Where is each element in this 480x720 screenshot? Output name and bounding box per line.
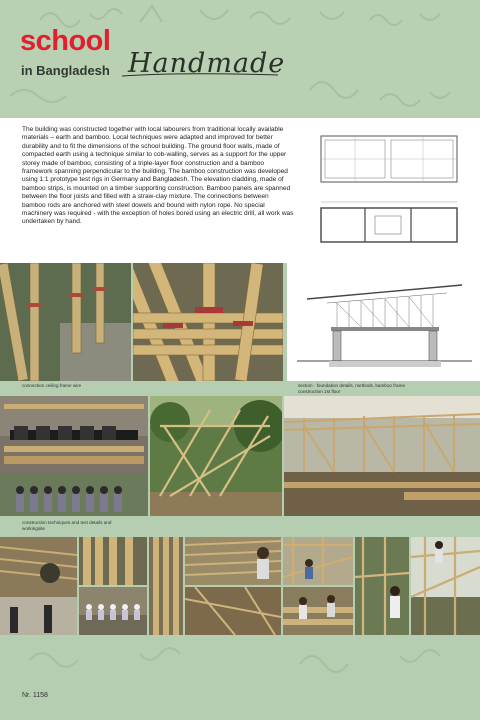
photo-workers-frame bbox=[283, 537, 353, 585]
body-text: The building was constructed together with local labourers from traditional locally available materials – earth and bamboo. Local techniques were adapted and improved for better durability and to fit the dimensions of the school building. The ground floor walls, made of compacted earth using a technique similar to cob-walling, serves as a support for the upper storey made of bamboo, consisting of a triple-layer floor construction and a bamboo framework spanning perpendicular to the building. The bamboo construction was developed using 1:1 prototype test rigs in Germany and Bangladesh. The elevation cladding, made of bamboo strips, is mounted on a timber supporting construction. Bamboo panels are spanned between the floor joists and filled with a straw-clay mixture. The connections between bamboo rods are anchored with steel dowels and bound with nylon rope. No special machinery was required - with the exception of holes bored using an electric drill, all work was undertaken by hand. bbox=[22, 126, 294, 226]
photo-bamboo-poles bbox=[149, 537, 183, 635]
photo-bamboo-ceiling bbox=[0, 537, 77, 635]
section-drawing bbox=[287, 263, 480, 381]
photo-construction-site bbox=[284, 396, 480, 516]
photo-bamboo-floor bbox=[185, 537, 281, 585]
page-subtitle: in Bangladesh bbox=[21, 63, 110, 78]
caption-techniques: construction techniques and test details and workingsite bbox=[22, 520, 112, 531]
floor-plan-upper bbox=[315, 130, 463, 188]
page-title: school bbox=[20, 25, 111, 57]
photo-workers-seated bbox=[79, 587, 147, 635]
script-underline bbox=[120, 70, 280, 80]
photo-bamboo-bundle bbox=[79, 537, 147, 585]
photo-worker-scaffold bbox=[355, 537, 409, 635]
footer-background-script bbox=[0, 640, 480, 680]
photo-worker-roof bbox=[411, 537, 480, 635]
photo-test-rigs bbox=[0, 396, 148, 516]
caption-section: section · foundation details, methods, bamboo frame construction 1st floor bbox=[298, 383, 405, 394]
photo-workers-tying bbox=[283, 587, 353, 635]
photo-site-ground bbox=[185, 587, 281, 635]
photo-bamboo-joint bbox=[133, 263, 283, 381]
photo-bamboo-columns bbox=[0, 263, 131, 381]
photo-bamboo-frame-trees bbox=[150, 396, 282, 516]
floor-plan-ground bbox=[315, 196, 463, 252]
caption-bamboo-joint: connection ceiling frame wire bbox=[22, 383, 82, 388]
page-number: Nr. 1158 bbox=[22, 692, 48, 699]
script-title: Handmade bbox=[128, 48, 286, 79]
